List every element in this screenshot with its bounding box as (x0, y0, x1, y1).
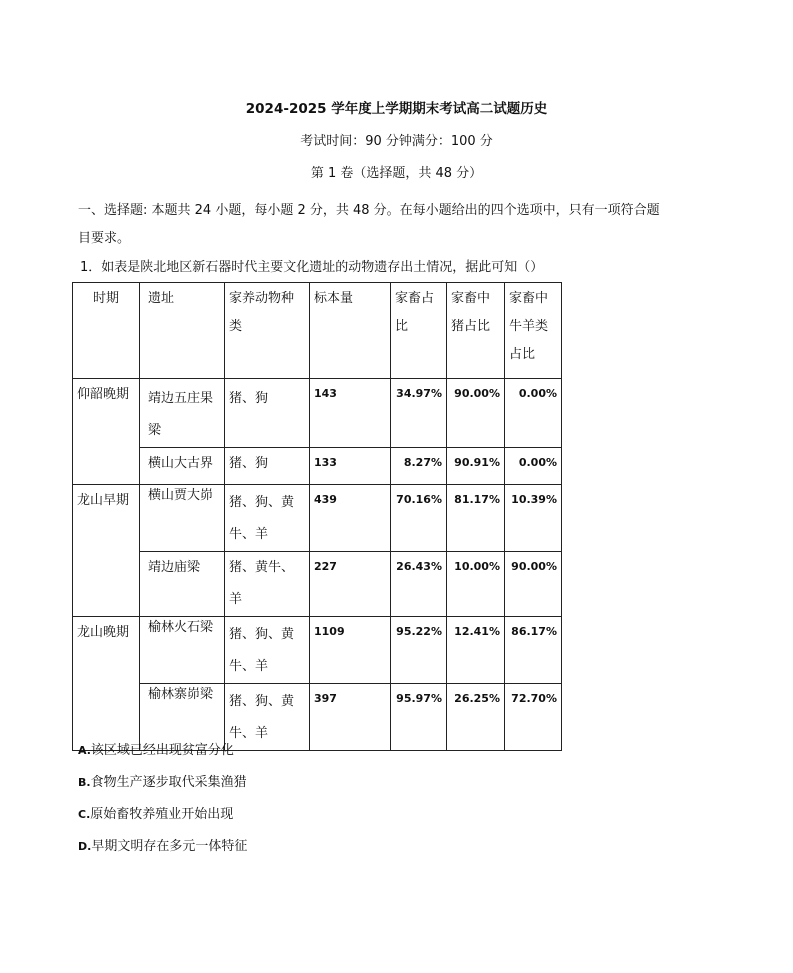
cell-site: 榆林火石梁 (140, 617, 225, 684)
cell-livestock-ratio: 95.97% (391, 684, 447, 751)
question-stem: 1．如表是陕北地区新石器时代主要文化遗址的动物遗存出土情况，据此可知（） (80, 260, 544, 275)
cell-cattle-sheep-ratio: 10.39% (505, 485, 562, 552)
exam-time-info: 考试时间：90 分钟满分：100 分 (300, 134, 493, 149)
animal-remains-table (72, 282, 562, 751)
table-row (73, 617, 562, 684)
cell-site: 横山贾大峁 (140, 485, 225, 552)
option-letter: D. (78, 840, 92, 853)
cell-cattle-sheep-ratio: 0.00% (505, 448, 562, 485)
option-letter: B. (78, 776, 91, 789)
header-cell-pig-ratio: 家畜中猪占比 (447, 283, 505, 379)
cell-count: 133 (310, 448, 391, 485)
table-row (73, 485, 562, 552)
cell-period: 龙山晚期 (73, 617, 140, 751)
cell-livestock-ratio: 34.97% (391, 379, 447, 448)
cell-count: 143 (310, 379, 391, 448)
cell-animals: 猪、狗、黄牛、羊 (225, 684, 310, 751)
option-a[interactable] (78, 740, 247, 772)
section-instructions: 一、选择题: 本题共 24 小题，每小题 2 分，共 48 分。在每小题给出的四个选项中，只有一项符合题目要求。 (78, 203, 660, 246)
cell-cattle-sheep-ratio: 90.00% (505, 552, 562, 617)
table-row (73, 448, 562, 485)
header-cell-site: 遗址 (140, 283, 225, 379)
cell-livestock-ratio: 8.27% (391, 448, 447, 485)
option-c[interactable] (78, 804, 247, 836)
option-text: 早期文明存在多元一体特征 (91, 839, 248, 854)
option-text: 食物生产逐步取代采集渔猎 (90, 775, 247, 790)
cell-cattle-sheep-ratio: 86.17% (505, 617, 562, 684)
header-cell-livestock-ratio: 家畜占比 (391, 283, 447, 379)
cell-animals: 猪、黄牛、羊 (225, 552, 310, 617)
cell-site: 靖边五庄果梁 (140, 379, 225, 448)
option-letter: A. (78, 744, 91, 757)
cell-livestock-ratio: 95.22% (391, 617, 447, 684)
cell-period: 龙山早期 (73, 485, 140, 617)
cell-period: 仰韶晚期 (73, 379, 140, 485)
cell-cattle-sheep-ratio: 0.00% (505, 379, 562, 448)
cell-animals: 猪、狗、黄牛、羊 (225, 485, 310, 552)
cell-pig-ratio: 12.41% (447, 617, 505, 684)
cell-animals: 猪、狗 (225, 448, 310, 485)
cell-pig-ratio: 90.91% (447, 448, 505, 485)
cell-count: 439 (310, 485, 391, 552)
option-letter: C. (78, 808, 91, 821)
cell-pig-ratio: 81.17% (447, 485, 505, 552)
header-cell-animals: 家养动物种类 (225, 283, 310, 379)
exam-title: 2024-2025 学年度上学期期末考试高二试题历史 (245, 101, 548, 117)
cell-pig-ratio: 10.00% (447, 552, 505, 617)
cell-site: 靖边庙梁 (140, 552, 225, 617)
cell-count: 397 (310, 684, 391, 751)
cell-count: 1109 (310, 617, 391, 684)
header-cell-period: 时期 (73, 283, 140, 379)
cell-animals: 猪、狗 (225, 379, 310, 448)
table-row (73, 379, 562, 448)
cell-pig-ratio: 26.25% (447, 684, 505, 751)
cell-livestock-ratio: 26.43% (391, 552, 447, 617)
cell-animals: 猪、狗、黄牛、羊 (225, 617, 310, 684)
cell-count: 227 (310, 552, 391, 617)
cell-pig-ratio: 90.00% (447, 379, 505, 448)
cell-site: 榆林寨峁梁 (140, 684, 225, 751)
option-text: 原始畜牧养殖业开始出现 (90, 807, 234, 822)
section-heading: 第 1 卷（选择题，共 48 分） (310, 166, 483, 181)
cell-site: 横山大古界 (140, 448, 225, 485)
option-b[interactable] (78, 772, 247, 804)
header-cell-count: 标本量 (310, 283, 391, 379)
header-cell-cattle-sheep-ratio: 家畜中牛羊类占比 (505, 283, 562, 379)
cell-cattle-sheep-ratio: 72.70% (505, 684, 562, 751)
option-d[interactable] (78, 836, 247, 868)
option-text: 该区域已经出现贫富分化 (90, 743, 234, 758)
answer-options (78, 740, 247, 868)
table-row (73, 552, 562, 617)
table-header-row (73, 283, 562, 379)
cell-livestock-ratio: 70.16% (391, 485, 447, 552)
